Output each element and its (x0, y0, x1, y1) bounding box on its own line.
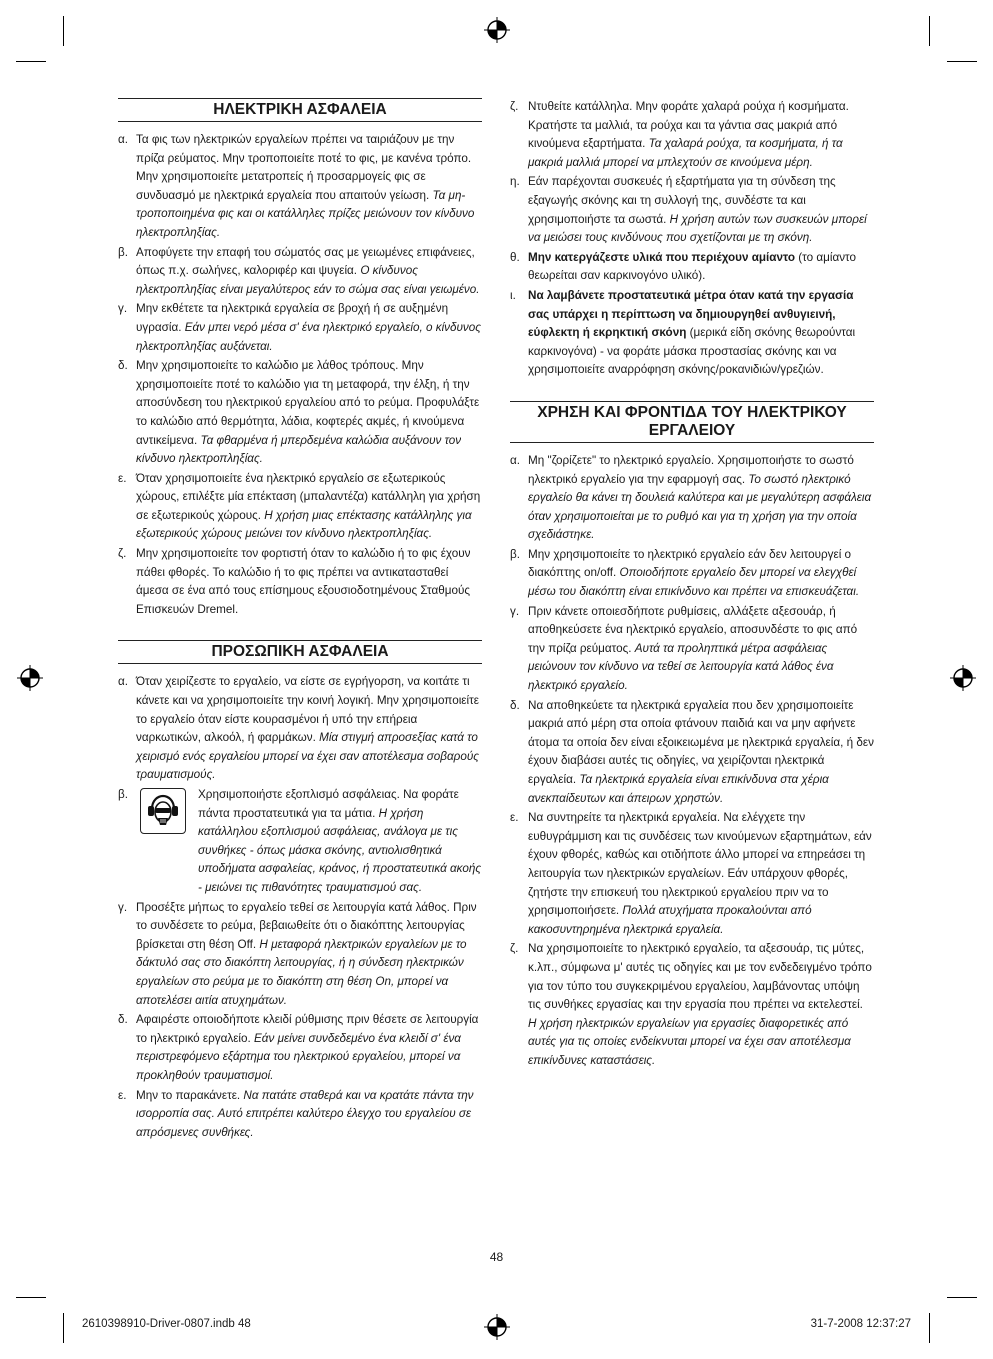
list-item (118, 300, 482, 356)
item-body: Μη "ζορίζετε" το ηλεκτρικό εργαλείο. Χρησιμοποιήστε το σωστό ηλεκτρικό εργαλείο για την εφαρμογή σας. (528, 453, 854, 486)
item-label: ι. (510, 288, 516, 302)
item-label: δ. (118, 1013, 128, 1027)
item-label: θ. (510, 250, 520, 264)
item-body: Μην εκθέτετε τα ηλεκτρικά εργαλεία σε βροχή ή σε αυξημένη υγρασία. (136, 302, 449, 334)
item-body: Όταν χρησιμοποιείτε ένα ηλεκτρικό εργαλείο σε εξωτερικούς χώρους, επιλέξτε μία επέκταση (μπαλαντέζα) κατάλληλη για χρήση σε εξωτερικούς χώρους. (136, 471, 481, 522)
item-note: Να πατάτε σταθερά και να κρατάτε πάντα την ισορροπία σας. Αυτό επιτρέπει καλύτερο έλεγχο του εργαλείου σε απρόσμενες συνθήκες. (136, 1088, 474, 1139)
item-note: Η μεταφορά ηλεκτρικών εργαλείων με το δάκτυλό σας στο διακόπτη λειτουργίας, ή η σύνδεση ηλεκτρικών εργαλείων στο ρεύμα με το διακόπτη στη θέση On, μπορεί να αποτελέσει αιτία ατυχημάτων. (136, 937, 467, 1007)
left-column (118, 98, 482, 1143)
item-text (136, 1011, 482, 1085)
list-item (118, 545, 482, 619)
list-item (510, 940, 874, 1070)
item-text (136, 357, 482, 469)
item-body: Τα φις των ηλεκτρικών εργαλείων πρέπει να ταιριάζουν με την πρίζα ρεύματος. Μην τροποποιείτε ποτέ το φις, με κανένα τρόπο. Μην χρησιμοποιείτε μετατροπείς ή προσαρμογείς φις σε συνδυασμό με ηλεκτρικά εργαλεία που απαιτούν γείωση. (136, 133, 472, 202)
item-body: Ντυθείτε κατάλληλα. Μην φοράτε χαλαρά ρούχα ή κοσμήματα. Κρατήστε τα μαλλιά, τα ρούχα και τα γάντια σας μακριά από κινούμενα εξαρτήματα. (528, 100, 849, 151)
item-body: Μην χρησιμοποιείτε τον φορτιστή όταν το καλώδιο ή το φις έχουν πάθει φθορές. Το καλώδιο ή το φις πρέπει να αντικατασταθεί άμεσα σε ένα από τους επίσημους εξουσιοδοτημένους Σταθμούς Επισκευών Dremel. (136, 547, 471, 616)
item-text (136, 470, 482, 544)
item-text (136, 300, 482, 356)
list-item (118, 673, 482, 785)
item-note: Το σωστό ηλεκτρικό εργαλείο θα κάνει τη δουλειά καλύτερα και με μεγαλύτερη ασφάλεια όταν χρησιμοποιείται με το ρυθμό και για τη χρήση για την οποία σχεδιάστηκε. (528, 472, 872, 542)
section-title-personal-safety: ΠΡΟΣΩΠΙΚΗ ΑΣΦΑΛΕΙΑ (118, 640, 482, 664)
list-item (510, 287, 874, 380)
footer-file-info: 2610398910-Driver-0807.indb 48 (82, 1318, 251, 1330)
item-text (528, 173, 874, 247)
item-body: Να χρησιμοποιείτε το ηλεκτρικό εργαλείο, τα αξεσουάρ, τις μύτες, κ.λπ., σύμφωνα μ' αυτές τις οδηγίες και με τον ενδεδειγμένο τρόπο για τον τύπο του συγκεκριμένου εργαλείου, λαμβάνοντας υπόψη τις συνθήκες εργασίας και την εργασία που πρέπει να εκτελεστεί. (528, 942, 872, 1012)
item-text (136, 244, 482, 300)
item-note: Πολλά ατυχήματα προκαλούνται από κακοσυντηρημένα ηλεκτρικά εργαλεία. (528, 904, 812, 936)
section-title-line: ΧΡΗΣΗ ΚΑΙ ΦΡΟΝΤΙΔΑ ΤΟΥ ΗΛΕΚΤΡΙΚΟΥ (537, 403, 847, 421)
list-item (118, 786, 482, 898)
item-note: Μία στιγμή απροσεξίας κατά το χειρισμό ενός εργαλείου μπορεί να έχει σαν αποτέλεσμα σοβαρούς τραυματισμούς. (136, 731, 479, 782)
item-note: Αυτά τα προληπτικά μέτρα ασφάλειας μειώνουν τον κίνδυνο να τεθεί σε λειτουργία κατά λάθος ένα ηλεκτρικό εργαλείο. (528, 641, 834, 693)
item-note: Η χρήση μιας επέκτασης κατάλληλης για εξωτερικούς χώρους μειώνει τον κίνδυνο ηλεκτροπληξίας. (136, 508, 472, 541)
item-text (136, 545, 482, 619)
item-note: Η χρήση ηλεκτρικών εργαλείων για εργασίες διαφορετικές από αυτές για τις οποίες ενδείκνυται μπορεί να έχει σαν αποτέλεσμα επικίνδυνες καταστάσεις. (528, 1016, 851, 1067)
registration-mark-icon (484, 1314, 510, 1340)
page-number: 48 (489, 1250, 504, 1264)
item-note: Οποιοδήποτε εργαλείο δεν μπορεί να ελεγχθεί μέσω του διακόπτη είναι επικίνδυνο και πρέπει να επισκευάζεται. (528, 566, 860, 599)
registration-mark-icon (484, 17, 510, 43)
item-text (528, 98, 874, 172)
item-note: Τα φθαρμένα ή μπερδεμένα καλώδια αυξάνουν τον κίνδυνο ηλεκτροπληξίας. (136, 433, 462, 466)
safety-equipment-icon (140, 788, 186, 834)
item-note: Εάν μπει νερό μέσα σ' ένα ηλεκτρικό εργαλείο, ο κίνδυνος ηλεκτροπληξίας αυξάνεται. (136, 320, 481, 353)
list-item (118, 899, 482, 1011)
item-note: Τα μη-τροποποιημένα φις και οι κατάλληλες πρίζες μειώνουν τον κίνδυνο ηλεκτροπληξίας. (136, 188, 475, 239)
item-label: γ. (510, 604, 520, 618)
item-body: Χρησιμοποιήστε εξοπλισμό ασφάλειας. Να φοράτε πάντα προστατευτικά για τα μάτια. (198, 788, 459, 820)
item-label: γ. (118, 900, 128, 914)
item-text (528, 287, 874, 380)
item-text (528, 249, 874, 286)
item-body: Μην χρησιμοποιείτε το καλώδιο με λάθος τρόπους. Μην χρησιμοποιείτε ποτέ το καλώδιο για τη μεταφορά, την έλξη, ή την αποσύνδεση του ηλεκτρικού εργαλείου από το ρεύμα. Προφυλάξτε το καλώδιο από θερμότητα, λάδια, κοφτερές ακμές, ή κινούμενα αντικείμενα. (136, 359, 480, 447)
item-label: β. (510, 547, 520, 561)
list-item (510, 603, 874, 696)
item-body: Προσέξτε μήπως το εργαλείο τεθεί σε λειτουργία κατά λάθος. Πριν το συνδέσετε το ρεύμα, βεβαιωθείτε ότι ο διακόπτης λειτουργίας βρίσκεται στη θέση Off. (136, 900, 477, 951)
item-label: ζ. (118, 547, 127, 561)
item-text (136, 673, 482, 785)
section-title-line: ΕΡΓΑΛΕΙΟΥ (648, 421, 736, 439)
item-label: α. (118, 675, 129, 689)
item-body: Μην χρησιμοποιείτε το ηλεκτρικό εργαλείο εάν δεν λειτουργεί ο διακόπτης on/off. (528, 547, 852, 580)
item-note: Ο κίνδυνος ηλεκτροπληξίας είναι μεγαλύτερος εάν το σώμα σας είναι γειωμένο. (136, 264, 480, 296)
list-item (510, 98, 874, 172)
item-text (528, 546, 874, 602)
section-title-electrical-safety: ΗΛΕΚΤΡΙΚΗ ΑΣΦΑΛΕΙΑ (118, 98, 482, 122)
item-note: Τα ηλεκτρικά εργαλεία είναι επικίνδυνα στα χέρια ανεκπαίδευτων και άπειρων χρηστών. (528, 773, 829, 805)
item-text (136, 1087, 482, 1143)
crop-mark (929, 1313, 930, 1343)
list-item (510, 697, 874, 809)
list-item (510, 173, 874, 247)
registration-mark-icon (17, 665, 43, 691)
item-label: β. (118, 788, 128, 801)
right-column (510, 98, 874, 1072)
item-label: δ. (510, 698, 520, 712)
crop-mark (16, 61, 46, 62)
item-body: Να αποθηκεύετε τα ηλεκτρικά εργαλεία που δεν χρησιμοποιείτε μακριά από μέρη στα οποία φτάνουν παιδιά και να μην αφήνετε άτομα τα οποία δεν είναι εξοικειωμένα με ηλεκτρικά εργαλεία, ή δεν έχουν διαβάσει αυτές τις οδηγίες, να χειρίζονται ηλεκτρικά εργαλεία. (528, 698, 874, 786)
list-item (118, 470, 482, 544)
item-body: Αφαιρέστε οποιοδήποτε κλειδί ρύθμισης πριν θέσετε σε λειτουργία το ηλεκτρικό εργαλείο. (136, 1013, 479, 1045)
list-item (118, 357, 482, 469)
list-item (510, 452, 874, 545)
item-text (528, 809, 874, 939)
item-text (136, 899, 482, 1011)
item-note: Η χρήση κατάλληλου εξοπλισμού ασφάλειας, ανάλογα με τις συνθήκες - όπως μάσκα σκόνης, αντιολισθητικά υποδήματα ασφαλείας, κράνος, ή προστατευτικά ακοής - μειώνει τις πιθανότητες τραυματισμού σας. (198, 806, 482, 894)
list-item (118, 131, 482, 243)
item-body: (το αμίαντο θεωρείται σαν καρκινογόνο υλικό). (528, 250, 856, 283)
item-note: Εάν μείνει συνδεδεμένο ένα κλειδί σ' ένα περιστρεφόμενο εξάρτημα του ηλεκτρικού εργαλείου, μπορεί να προκληθούν τραυματισμοί. (136, 1031, 461, 1082)
item-bold: Να λαμβάνετε προστατευτικά μέτρα όταν κατά την εργασία σας υπάρχει η περίπτωση να δημιουργηθεί ανθυγιεινή, εύφλεκτη ή εκρηκτική σκόνη (528, 288, 854, 340)
item-label: β. (118, 245, 128, 259)
item-body: (μερικά είδη σκόνης θεωρούνται καρκινογόνα) - να φοράτε μάσκα προστασίας σκόνης και να χρησιμοποιείτε αναρρόφηση σκόνης/ροκανιδιών/γρεζιών. (528, 326, 856, 377)
crop-mark (929, 16, 930, 46)
list-item (510, 546, 874, 602)
item-text (136, 131, 482, 243)
crop-mark (16, 1297, 46, 1298)
item-text (528, 697, 874, 809)
list-item (118, 244, 482, 300)
item-note: Η χρήση αυτών των συσκευών μπορεί να μειώσει τους κινδύνους που σχετίζονται με τη σκόνη. (528, 212, 867, 245)
item-body: Πριν κάνετε οποιεσδήποτε ρυθμίσεις, αλλάξετε αξεσουάρ, ή αποθηκεύσετε ένα ηλεκτρικό εργαλείο, αποσυνδέστε το φις από την πρίζα ρεύματος. (528, 604, 858, 655)
item-body: Εάν παρέχονται συσκευές ή εξαρτήματα για τη σύνδεση της εξαγωγής σκόνης και τη συλλογή της, συνδέστε τα και χρησιμοποιήστε τα σωστά. (528, 175, 836, 226)
item-label: η. (510, 175, 520, 189)
list-item (118, 1087, 482, 1143)
item-label: α. (510, 453, 521, 467)
item-label: ζ. (510, 942, 519, 956)
list-item (118, 1011, 482, 1085)
registration-mark-icon (950, 665, 976, 691)
item-label: ε. (118, 471, 127, 485)
item-body: Αποφύγετε την επαφή του σώματός σας με γειωμένες επιφάνειες, όπως π.χ. σωλήνες, καλοριφέρ και ψυγεία. (136, 245, 475, 278)
item-label: ζ. (510, 100, 519, 113)
item-bold: Μην κατεργάζεστε υλικά που περιέχουν αμίαντο (528, 250, 796, 264)
item-text (136, 786, 482, 898)
item-text (528, 452, 874, 545)
item-text (528, 603, 874, 696)
crop-mark (63, 1313, 64, 1343)
item-label: γ. (118, 302, 128, 316)
item-body: Μην το παρακάνετε. (136, 1088, 241, 1102)
item-text (528, 940, 874, 1070)
item-note: Τα χαλαρά ρούχα, τα κοσμήματα, ή τα μακριά μαλλιά μπορεί να μπλεχτούν σε κινούμενα μέρη. (528, 137, 843, 169)
list-item (510, 249, 874, 286)
crop-mark (947, 61, 977, 62)
item-label: δ. (118, 359, 128, 373)
item-content (198, 786, 482, 898)
item-body: Να συντηρείτε τα ηλεκτρικά εργαλεία. Να ελέγχετε την ευθυγράμμιση και τις συνδέσεις των κινούμενων εξαρτημάτων, εάν έχουν φθορές, καθώς και οτιδήποτε άλλο μπορεί να επηρεάσει τη λειτουργία των ηλεκτρικών εργαλείων. Εάν υπάρχουν φθορές, ζητήστε την επισκευή του ηλεκτρικού εργαλείου πριν να το χρησιμοποιήσετε. (528, 811, 872, 918)
item-label: ε. (510, 811, 519, 825)
footer-timestamp: 31-7-2008 12:37:27 (810, 1318, 911, 1330)
item-body: Όταν χειρίζεστε το εργαλείο, να είστε σε εγρήγορση, να κοιτάτε τι κάνετε και να χρησιμοποιείτε την κοινή λογική. Μην χρησιμοποιείτε το εργαλείο όταν είστε κουρασμένοι ή υπό την επήρεια ναρκωτικών, αλκοόλ, ή φαρμάκων. (136, 675, 479, 745)
list-item (510, 809, 874, 939)
crop-mark (947, 1297, 977, 1298)
crop-mark (63, 16, 64, 46)
section-title-use-and-care (510, 401, 874, 443)
item-label: α. (118, 133, 129, 146)
item-label: ε. (118, 1088, 127, 1102)
